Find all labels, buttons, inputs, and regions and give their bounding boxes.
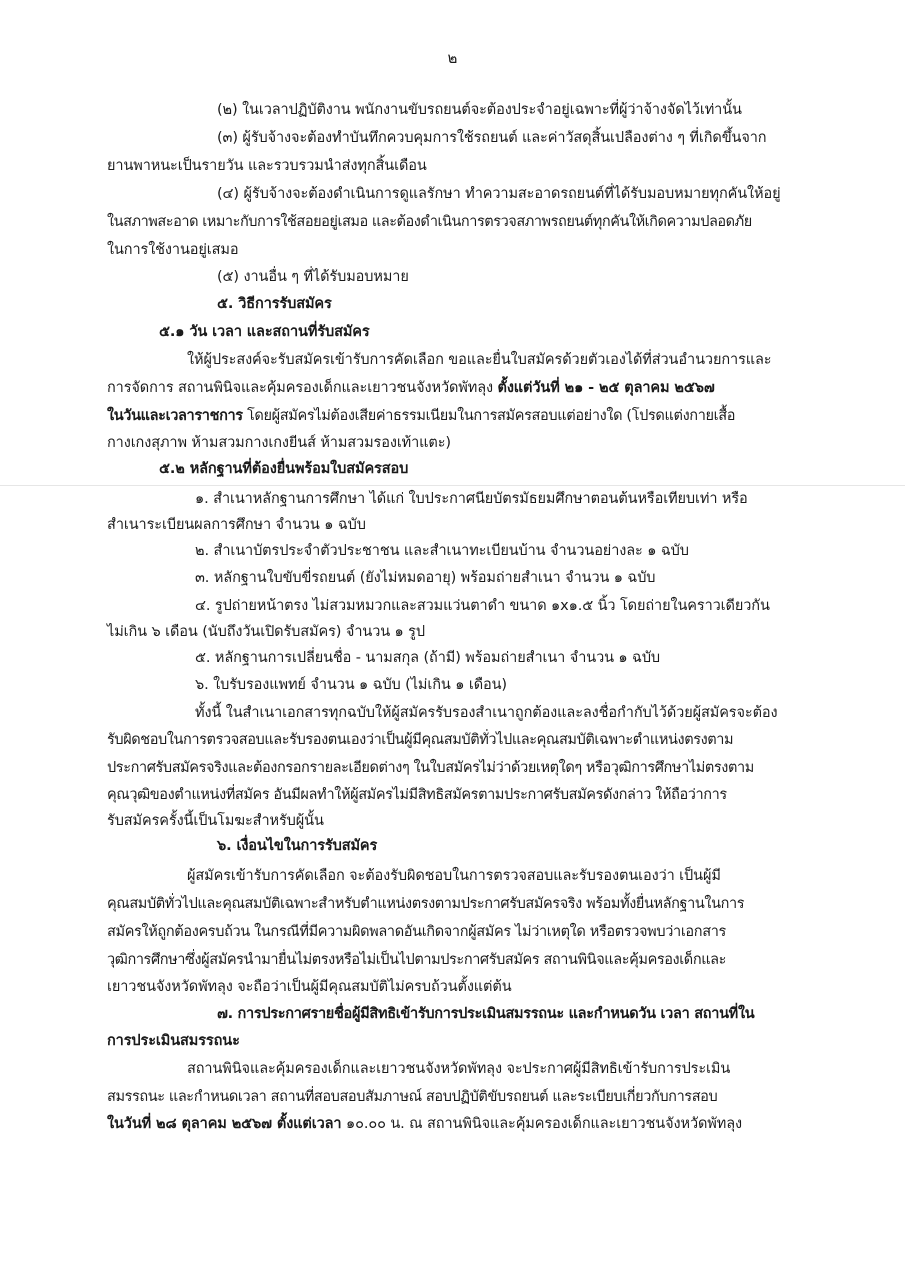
item-4-cont2: ในการใช้งานอยู่เสมอ bbox=[107, 242, 239, 258]
cond-line2: คุณสมบัติทั่วไปและคุณสมบัติเฉพาะสำหรับตำแหน่งตรงตามประกาศรับสมัครจริง พร้อมทั้งยื่นหลักฐานในการ bbox=[107, 896, 745, 912]
section-5-1-para-line2 bbox=[107, 378, 715, 398]
cond-line4: วุฒิการศึกษาซึ่งผู้สมัครนำมายื่นไม่ตรงหรือไม่เป็นไปตามประกาศรับสมัคร สถานพินิจและคุ้มครองเด็กและ bbox=[107, 952, 727, 968]
note-line2: รับผิดชอบในการตรวจสอบและรับรองตนเองว่าเป็นผู้มีคุณสมบัติทั่วไปและคุณสมบัติเฉพาะตำแหน่งตรงตาม bbox=[107, 732, 734, 748]
section-5-1-heading: ๕.๑ วัน เวลา และสถานที่รับสมัคร bbox=[159, 324, 370, 340]
doc-1-line: ๑. สำเนาหลักฐานการศึกษา ได้แก่ ใบประกาศนียบัตรมัธยมศึกษาตอนต้นหรือเทียบเท่า หรือ bbox=[195, 491, 748, 507]
note-line5: รับสมัครครั้งนี้เป็นโมฆะสำหรับผู้นั้น bbox=[107, 813, 324, 829]
note-line1: ทั้งนี้ ในสำเนาเอกสารทุกฉบับให้ผู้สมัครรับรองสำเนาถูกต้องและลงชื่อกำกับไว้ด้วยผู้สมัครจะต้อง bbox=[195, 705, 778, 721]
scan-artifact-line bbox=[0, 485, 905, 486]
fee-note: โดยผู้สมัครไม่ต้องเสียค่าธรรมเนียมในการสมัครสอบแต่อย่างใด (โปรดแต่งกายเสื้อ bbox=[242, 408, 736, 424]
section-5-1-para-line4: กางเกงสุภาพ ห้ามสวมกางเกงยีนส์ ห้ามสวมรองเท้าแตะ) bbox=[107, 435, 451, 451]
announce-line2: สมรรถนะ และกำหนดเวลา สถานที่สอบสอบสัมภาษณ์ สอบปฏิบัติขับรถยนต์ และระเบียบเกี่ยวกับการสอบ bbox=[107, 1089, 718, 1105]
page-number: ๒ bbox=[447, 49, 458, 67]
doc-5-line: ๕. หลักฐานการเปลี่ยนชื่อ - นามสกุล (ถ้ามี) พร้อมถ่ายสำเนา จำนวน ๑ ฉบับ bbox=[195, 650, 661, 666]
announce-line3 bbox=[107, 1114, 742, 1134]
item-3-line: (๓) ผู้รับจ้างจะต้องทำบันทึกควบคุมการใช้รถยนต์ และค่าวัสดุสิ้นเปลืองต่าง ๆ ที่เกิดขึ้นจาก bbox=[217, 130, 767, 146]
announce-line1: สถานพินิจและคุ้มครองเด็กและเยาวชนจังหวัดพัทลุง จะประกาศผู้มีสิทธิเข้ารับการประเมิน bbox=[187, 1061, 731, 1077]
doc-1-cont: สำเนาระเบียนผลการศึกษา จำนวน ๑ ฉบับ bbox=[107, 517, 366, 533]
section-7-heading-cont: การประเมินสมรรถนะ bbox=[107, 1033, 240, 1049]
doc-3-line: ๓. หลักฐานใบขับขี่รถยนต์ (ยังไม่หมดอายุ) พร้อมถ่ายสำเนา จำนวน ๑ ฉบับ bbox=[195, 570, 656, 586]
note-line3: ประกาศรับสมัครจริงและต้องกรอกรายละเอียดต่างๆ ในใบสมัครไม่ว่าด้วยเหตุใดๆ หรือวุฒิการศึกษาไม่ตรงตาม bbox=[107, 760, 754, 776]
item-2-line: (๒) ในเวลาปฏิบัติงาน พนักงานขับรถยนต์จะต้องประจำอยู่เฉพาะที่ผู้ว่าจ้างจัดไว้เท่านั้น bbox=[217, 102, 742, 118]
office-name: การจัดการ สถานพินิจและคุ้มครองเด็กและเยาวชนจังหวัดพัทลุง bbox=[107, 380, 493, 396]
cond-line1: ผู้สมัครเข้ารับการคัดเลือก จะต้องรับผิดชอบในการตรวจสอบและรับรองตนเองว่า เป็นผู้มี bbox=[187, 868, 721, 884]
item-4-line: (๔) ผู้รับจ้างจะต้องดำเนินการดูแลรักษา ทำความสะอาดรถยนต์ที่ได้รับมอบหมายทุกคันให้อยู่ bbox=[217, 186, 781, 202]
section-5-heading: ๕. วิธีการรับสมัคร bbox=[217, 296, 332, 312]
section-5-1-para-line3 bbox=[107, 406, 735, 426]
section-6-heading: ๖. เงื่อนไขในการรับสมัคร bbox=[217, 838, 378, 854]
doc-2-line: ๒. สำเนาบัตรประจำตัวประชาชน และสำเนาทะเบียนบ้าน จำนวนอย่างละ ๑ ฉบับ bbox=[195, 543, 689, 559]
doc-4-line: ๔. รูปถ่ายหน้าตรง ไม่สวมหมวกและสวมแว่นตาดำ ขนาด ๑x๑.๕ นิ้ว โดยถ่ายในคราวเดียวกัน bbox=[195, 598, 770, 614]
application-dates: ตั้งแต่วันที่ ๒๑ - ๒๕ ตุลาคม ๒๕๖๗ bbox=[497, 380, 715, 396]
item-5-line: (๕) งานอื่น ๆ ที่ได้รับมอบหมาย bbox=[217, 269, 409, 285]
announce-place: ๑๐.๐๐ น. ณ สถานพินิจและคุ้มครองเด็กและเยาวชนจังหวัดพัทลุง bbox=[341, 1116, 742, 1132]
section-5-2-heading: ๕.๒ หลักฐานที่ต้องยื่นพร้อมใบสมัครสอบ bbox=[159, 461, 409, 477]
announce-date: ในวันที่ ๒๘ ตุลาคม ๒๕๖๗ ตั้งแต่เวลา bbox=[107, 1116, 342, 1132]
doc-4-cont: ไม่เกิน ๖ เดือน (นับถึงวันเปิดรับสมัคร) จำนวน ๑ รูป bbox=[107, 624, 425, 640]
section-5-1-para-line1: ให้ผู้ประสงค์จะรับสมัครเข้ารับการคัดเลือก ขอและยื่นใบสมัครด้วยตัวเองได้ที่ส่วนอำนวยการและ bbox=[187, 352, 772, 368]
doc-6-line: ๖. ใบรับรองแพทย์ จำนวน ๑ ฉบับ (ไม่เกิน ๑ เดือน) bbox=[195, 677, 507, 693]
cond-line5: เยาวชนจังหวัดพัทลุง จะถือว่าเป็นผู้มีคุณสมบัติไม่ครบถ้วนตั้งแต่ต้น bbox=[107, 979, 512, 995]
note-line4: คุณวุฒิของตำแหน่งที่สมัคร อันมีผลทำให้ผู้สมัครไม่มีสิทธิสมัครตามประกาศรับสมัครดังกล่าว ให้ถือว่าการ bbox=[107, 787, 727, 803]
item-4-cont: ในสภาพสะอาด เหมาะกับการใช้สอยอยู่เสมอ และต้องดำเนินการตรวจสภาพรถยนต์ทุกคันให้เกิดความปลอดภัย bbox=[107, 214, 752, 230]
section-7-heading: ๗. การประกาศรายชื่อผู้มีสิทธิเข้ารับการประเมินสมรรถนะ และกำหนดวัน เวลา สถานที่ใน bbox=[217, 1006, 755, 1022]
item-3-cont: ยานพาหนะเป็นรายวัน และรวบรวมนำส่งทุกสิ้นเดือน bbox=[107, 158, 427, 174]
cond-line3: สมัครให้ถูกต้องครบถ้วน ในกรณีที่มีความผิดพลาดอันเกิดจากผู้สมัคร ไม่ว่าเหตุใด หรือตรวจพบว่าเอกสาร bbox=[107, 924, 726, 940]
office-hours: ในวันและเวลาราชการ bbox=[107, 408, 243, 424]
